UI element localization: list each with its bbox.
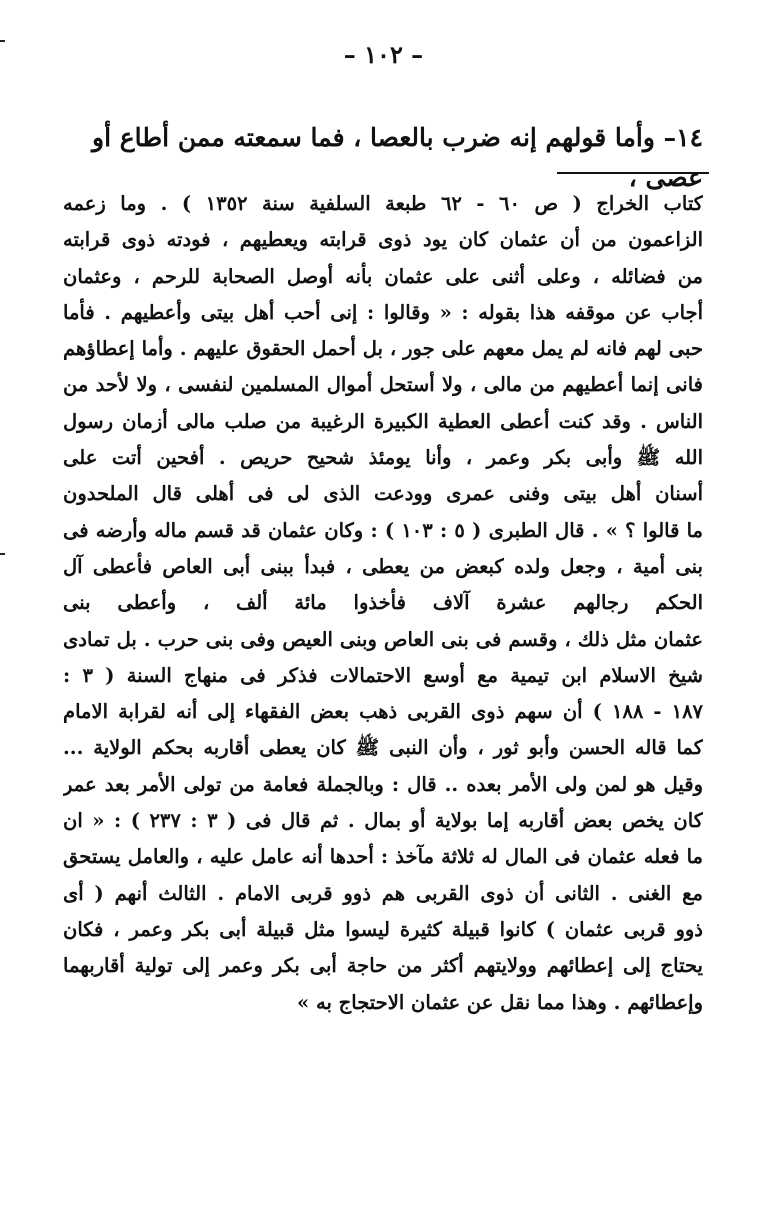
footnote-line: عثمان مثل ذلك ، وقسم فى بنى العاص وبنى العيص وفى بنى حرب . بل تمادى bbox=[63, 627, 703, 651]
margin-mark bbox=[0, 553, 5, 555]
footnote-line: كان يخص بعض أقاربه إما بولاية أو بمال . ثم قال فى ( ٣ : ٢٣٧ ) : « ان bbox=[63, 809, 703, 833]
footnote-line: الزاعمون من أن عثمان كان يود ذوى قرابته ويعطيهم ، فودته ذوى قرابته bbox=[63, 228, 703, 252]
footnote-line: مع الغنى . الثانى أن ذوى القربى هم ذوو قربى الامام . الثالث أنهم ( أى bbox=[63, 881, 703, 905]
footnote-line: كما قاله الحسن وأبو ثور ، وأن النبى ﷺ كان يعطى أقاربه بحكم الولاية ... bbox=[63, 736, 703, 760]
footnote-line: بنى أمية ، وجعل ولده كبعض من يعطى ، فبدأ ببنى أبى العاص فأعطى آل bbox=[63, 554, 703, 578]
footnote-line: حبى لهم فانه لم يمل معهم على جور ، بل أحمل الحقوق عليهم . وأما إعطاؤهم bbox=[63, 337, 703, 361]
footnote-separator bbox=[557, 172, 709, 174]
footnote-line: يحتاج إلى إعطائهم وولايتهم أكثر من حاجة أبى بكر وعمر إلى تولية أقاربهما bbox=[63, 954, 703, 978]
footnote-block bbox=[63, 186, 703, 1021]
footnote-line: من فضائله ، وعلى أثنى على عثمان بأنه أوصل الصحابة للرحم ، وعثمان bbox=[63, 264, 703, 288]
footnote-line: ١٨٧ - ١٨٨ ) أن سهم ذوى القربى ذهب بعض الفقهاء إلى أنه لقرابة الامام bbox=[63, 700, 703, 724]
footnote-line: شيخ الاسلام ابن تيمية مع أوسع الاحتمالات فذكر فى منهاج السنة ( ٣ : bbox=[63, 663, 703, 687]
footnote-line: وقيل هو لمن ولى الأمر بعده .. قال : وبالجملة فعامة من تولى الأمر بعد عمر bbox=[63, 772, 703, 796]
footnote-line: كتاب الخراج ( ص ٦٠ - ٦٢ طبعة السلفية سنة ١٣٥٢ ) . وما زعمه bbox=[63, 192, 703, 215]
footnote-line: الحكم رجالهم عشرة آلاف فأخذوا مائة ألف ، وأعطى بنى bbox=[63, 591, 703, 615]
footnote-line: ما قالوا ؟ » . قال الطبرى ( ٥ : ١٠٣ ) : وكان عثمان قد قسم ماله وأرضه فى bbox=[63, 518, 703, 542]
main-text: ١٤– وأما قولهم إنه ضرب بالعصا ، فما سمعته ممن أطاع أو عصى ، bbox=[92, 123, 703, 192]
footnote-line: ما فعله عثمان فى المال له ثلاثة مآخذ : أحدها أنه عامل عليه ، والعامل يستحق bbox=[63, 845, 703, 869]
footnote-line: الناس . وقد كنت أعطى العطية الكبيرة الرغيبة من صلب مالى أزمان رسول bbox=[63, 409, 703, 433]
footnote-line: وإعطائهم . وهذا مما نقل عن عثمان الاحتجاج به » bbox=[297, 990, 703, 1014]
footnote-line: ذوو قربى عثمان ) كانوا قبيلة كثيرة ليسوا مثل قبيلة أبى بكر وعمر ، فكان bbox=[63, 917, 703, 941]
footnote-line: فانى إنما أعطيهم من مالى ، ولا أستحل أموال المسلمين لنفسى ، ولا لأحد من bbox=[63, 373, 703, 397]
footnote-line: الله ﷺ وأبى بكر وعمر ، وأنا يومئذ شحيح حريص . أفحين أتت على bbox=[63, 446, 703, 470]
footnote-line: أجاب عن موقفه هذا بقوله : « وقالوا : إنى أحب أهل بيتى وأعطيهم . فأما bbox=[63, 300, 703, 324]
footnote-line: أسنان أهل بيتى وفنى عمرى وودعت الذى لى فى أهلى قال الملحدون bbox=[63, 482, 703, 506]
page-number: – ١٠٢ – bbox=[343, 40, 424, 69]
